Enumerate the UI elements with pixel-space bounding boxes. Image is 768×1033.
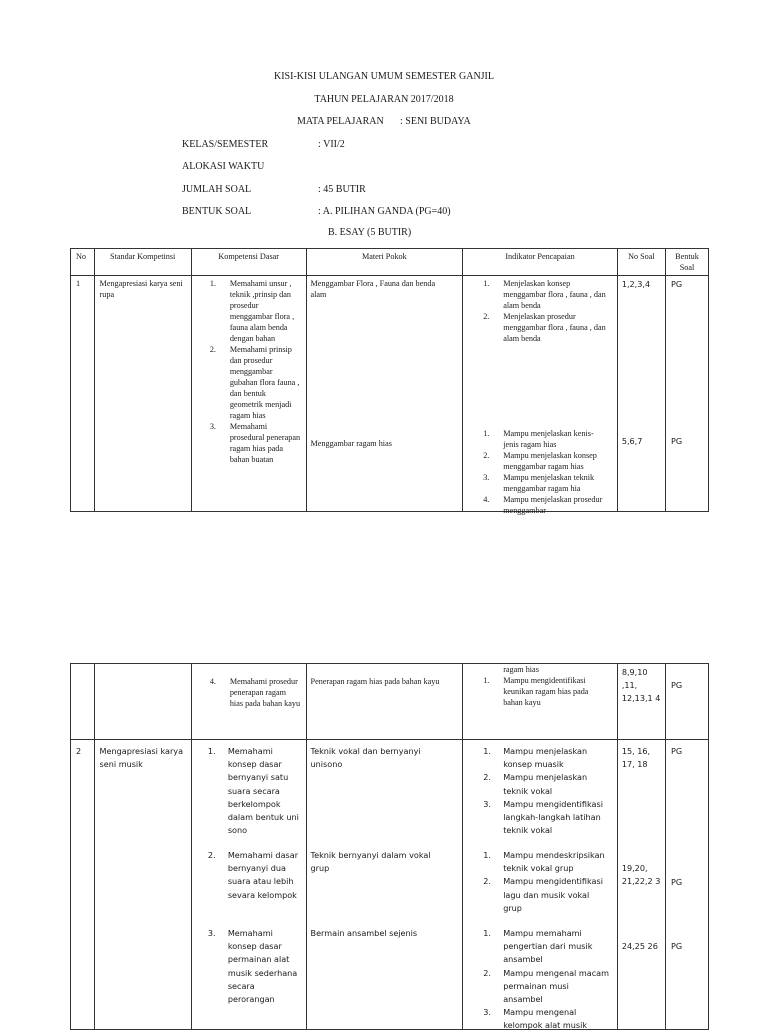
cell-no: 2 (71, 740, 95, 1030)
cell-kompetensi (191, 664, 306, 740)
cell-no: 1 (71, 276, 95, 512)
field-value-kelas: : VII/2 (318, 139, 345, 150)
field-label-alokasi: ALOKASI WAKTU (182, 161, 265, 172)
subject-label: MATA PELAJARAN (297, 116, 384, 127)
list-item: 3. Mampu menjelaskan teknik menggambar ragam hia (483, 473, 595, 493)
list-item: 3. Memahami prosedural penerapan ragam hias pada bahan buatan (209, 422, 301, 464)
table-header-row (71, 249, 709, 276)
table-row (71, 664, 709, 740)
col-header-bentuk: Bentuk Soal (665, 249, 708, 276)
list-item: 2. Memahami prinsip dan prosedur menggambar gubahan flora fauna , dan bentuk geometrik menjadi ragam hias (209, 345, 300, 420)
list-item: 2. Menjelaskan prosedur menggambar flora , fauna , dan alam benda (483, 312, 606, 343)
col-header-standar: Standar Kompetinsi (94, 249, 191, 276)
document-title: KISI-KISI ULANGAN UMUM SEMESTER GANJIL (274, 71, 494, 82)
cell-kompetensi (191, 740, 306, 1030)
cell-bentuk: PG PG (665, 276, 708, 512)
cell-standar: Mengapresiasi karya seni musik (94, 740, 191, 1030)
list-item: 1. Mampu menjelaskan konsep muasik (483, 746, 588, 770)
field-label-kelas: KELAS/SEMESTER (182, 139, 269, 150)
field-value-jumlah: : 45 BUTIR (318, 184, 366, 195)
list-item: 3. Mampu mengidentifikasi langkah-langkah latihan teknik vokal (483, 798, 603, 836)
list-item: 4. Memahami prosedur penerapan ragam hias pada bahan kayu (209, 677, 301, 708)
cell-bentuk: PG (665, 664, 708, 740)
kisi-kisi-table-page1 (70, 248, 709, 515)
cell-no-soal: 1,2,3,4 5,6,7 (617, 276, 665, 512)
list-item: 2. Mampu mengidentifikasi lagu dan musik vokal grup (483, 876, 603, 913)
list-item: 3. Mampu mengenal kelompok alat musik (483, 1007, 588, 1031)
cell-indikator (463, 276, 618, 515)
kisi-kisi-table-page2 (70, 663, 709, 1030)
list-item: 1. Mampu memahami pengertian dari musik ansambel (483, 928, 593, 965)
list-item: 1. Mampu mengidentifikasi keunikan ragam hias pada bahan kayu (483, 676, 589, 707)
subject-value: : SENI BUDAYA (400, 116, 471, 127)
field-label-jumlah: JUMLAH SOAL (182, 184, 252, 195)
table-row (71, 740, 709, 1030)
cell-materi: Penerapan ragam hias pada bahan kayu (306, 664, 463, 740)
cell-indikator: ragam hias 1. Mampu mengidentifikasi keunikan ragam hias pada bahan kayu (463, 664, 618, 740)
cell-materi: Teknik vokal dan bernyanyi unisono Teknik bernyanyi dalam vokal grup Bermain ansambel sejenis (306, 740, 463, 1030)
field-value-bentuk: : A. PILIHAN GANDA (PG=40) (318, 206, 451, 217)
col-header-no: No (71, 249, 95, 276)
list-item: 2. Mampu menjelaskan teknik vokal (483, 772, 588, 796)
cell-materi: Menggambar Flora , Fauna dan benda alam Menggambar ragam hias (306, 276, 463, 512)
list-item: 4. Mampu menjelaskan prosedur menggambar (483, 495, 603, 515)
list-item: 1. Mampu mendeskripsikan teknik vokal grup (483, 850, 605, 874)
field-label-bentuk: BENTUK SOAL (182, 206, 252, 217)
cell-standar: Mengapresiasi karya seni rupa (94, 276, 191, 512)
col-header-materi: Materi Pokok (306, 249, 463, 276)
cell-no-soal: 8,9,10 ,11, 12,13,1 4 (617, 664, 665, 740)
list-item: 1. Memahami konsep dasar bernyanyi satu suara secara berkelompok dalam bentuk uni sono (207, 746, 299, 836)
col-header-kompetensi: Kompetensi Dasar (191, 249, 306, 276)
cell-kompetensi (191, 276, 306, 512)
list-item: 1. Menjelaskan konsep menggambar flora , fauna , dan alam benda (483, 279, 606, 310)
cell-bentuk: PG PG PG (665, 740, 708, 1030)
cell-indikator (463, 740, 618, 1030)
list-item: 2. Memahami dasar bernyanyi dua suara atau lebih sevara kelompok (207, 850, 299, 900)
list-item: 2. Mampu mengenal macam permainan musi ansambel (483, 967, 610, 1005)
col-header-indikator: Indikator Pencapaian (463, 249, 618, 276)
cell-no-soal: 15, 16, 17, 18 19,20, 21,22,2 3 24,25 26 (617, 740, 665, 1030)
essay-line: B. ESAY (5 BUTIR) (328, 227, 412, 238)
academic-year: TAHUN PELAJARAN 2017/2018 (314, 94, 454, 105)
list-item: 1. Memahami unsur , teknik ,prinsip dan prosedur menggambar flora , fauna alam benda dengan bahan (209, 279, 295, 343)
list-item: 3. Memahami konsep dasar permainan alat musik sederhana secara perorangan (207, 928, 298, 1005)
table-row (71, 276, 709, 512)
col-header-no-soal: No Soal (617, 249, 665, 276)
list-item: 2. Mampu menjelaskan konsep menggambar ragam hias (483, 451, 597, 471)
list-item: 1. Mampu menjelaskan kenis-jenis ragam hias (483, 429, 594, 449)
